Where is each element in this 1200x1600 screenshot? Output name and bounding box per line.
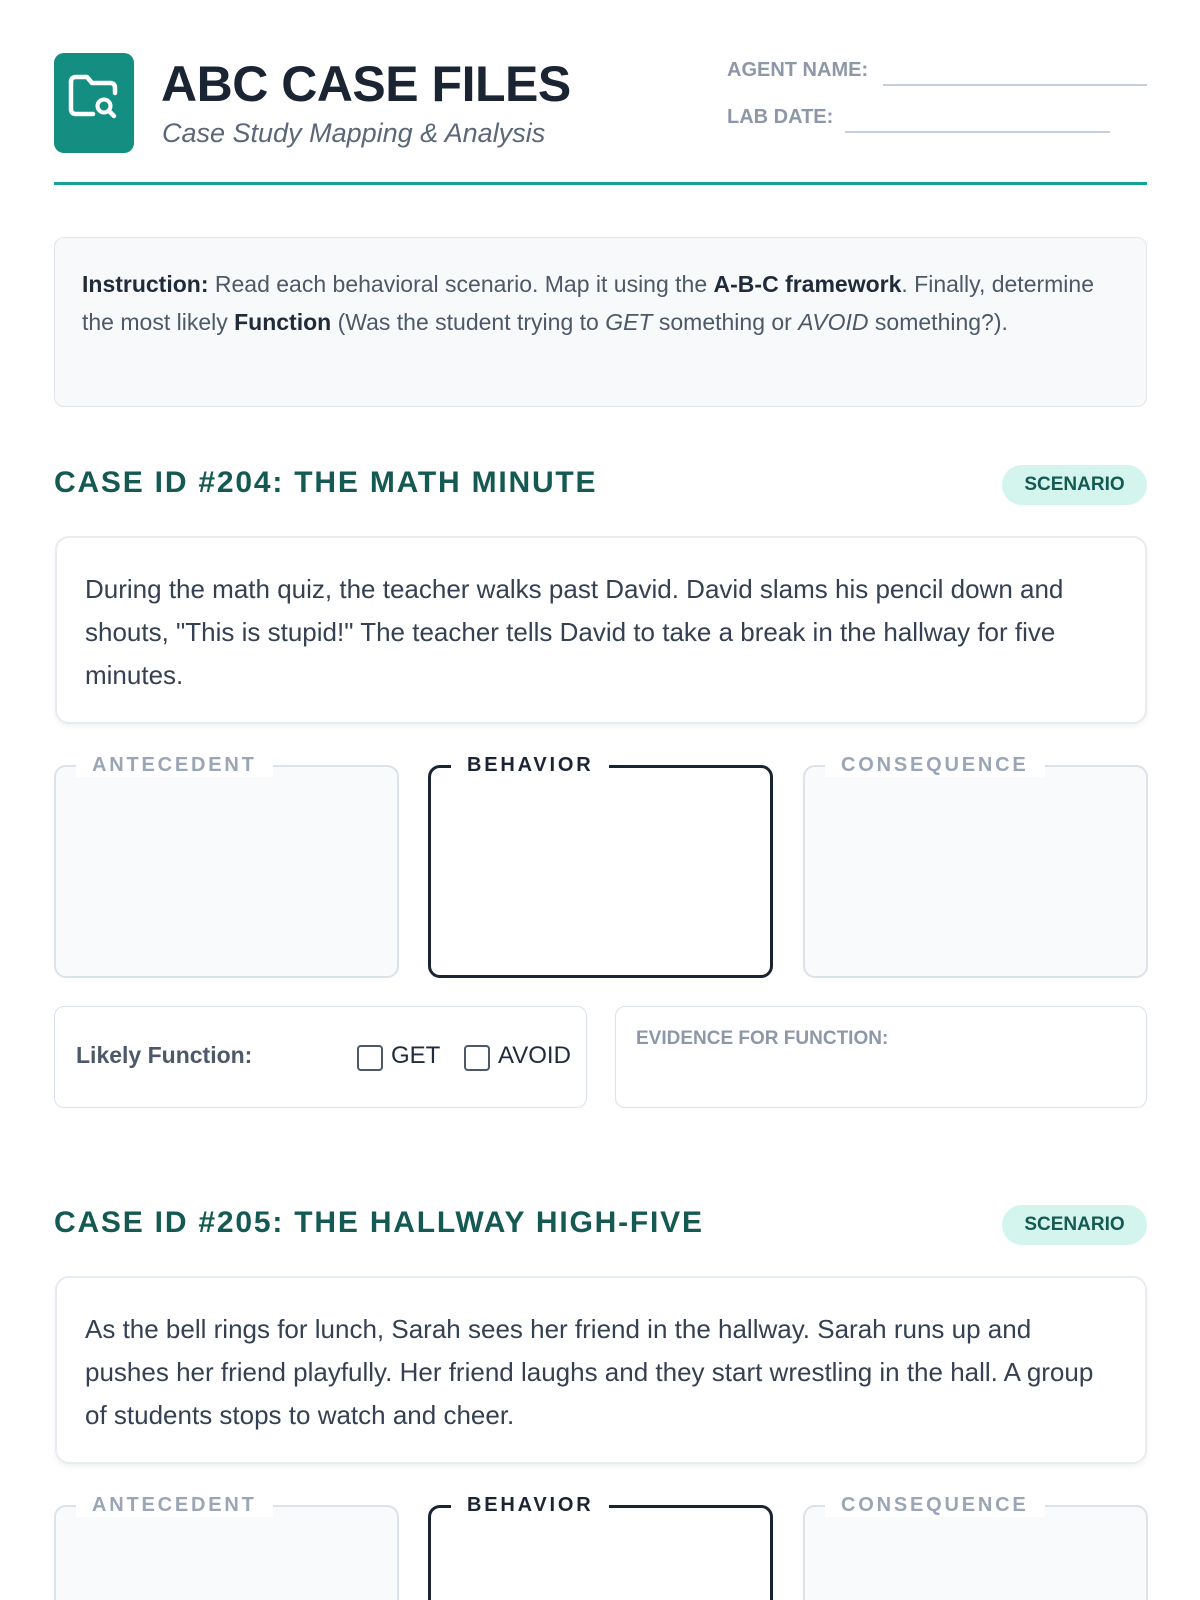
antecedent-label: ANTECEDENT [76,753,273,777]
page-header [54,53,1147,185]
evidence-label: EVIDENCE FOR FUNCTION: [636,1028,889,1049]
behavior-label: BEHAVIOR [451,753,609,777]
agent-name-field[interactable] [883,84,1147,86]
page-subtitle: Case Study Mapping & Analysis [162,118,546,148]
instruction-function: Function [234,309,332,335]
scenario-badge: SCENARIO [1002,1205,1147,1245]
consequence-box[interactable] [803,754,1148,978]
lab-date-field[interactable] [845,131,1110,133]
behavior-label: BEHAVIOR [451,1493,609,1517]
consequence-label: CONSEQUENCE [825,1493,1045,1517]
instruction-text: . Finally, determine the most likely [82,271,1094,335]
antecedent-box[interactable] [54,1494,399,1600]
folder-search-icon [66,69,122,125]
page-title: ABC CASE FILES [161,56,571,112]
consequence-label: CONSEQUENCE [825,753,1045,777]
scenario-text: During the math quiz, the teacher walks past David. David slams his pencil down and shouts, "This is stupid!" The teacher tells David to take a break in the hallway for five minutes. [55,536,1147,724]
likely-function-box [54,1006,587,1108]
case-title: CASE ID #204: THE MATH MINUTE [54,466,598,499]
instruction-box [54,237,1147,407]
evidence-box[interactable] [615,1006,1147,1108]
agent-name-label: AGENT NAME: [727,59,869,81]
antecedent-label: ANTECEDENT [76,1493,273,1517]
scenario-text: As the bell rings for lunch, Sarah sees her friend in the hallway. Sarah runs up and pushes her friend playfully. Her friend laughs and they start wrestling in the hall. A group of students stops to watch and cheer. [55,1276,1147,1464]
case-title: CASE ID #205: THE HALLWAY HIGH-FIVE [54,1206,704,1239]
logo [54,53,134,153]
get-checkbox-label: GET [391,1042,441,1069]
instruction-text: Read each behavioral scenario. Map it using the [208,271,714,297]
instruction-label: Instruction: [82,271,209,297]
instruction-text: something or [652,309,799,335]
instruction-get: GET [605,309,653,335]
instruction-abc-framework: A-B-C framework [713,271,902,297]
behavior-box[interactable] [428,754,773,978]
lab-date-label: LAB DATE: [727,106,834,128]
instruction-avoid: AVOID [798,309,869,335]
get-checkbox[interactable] [357,1045,383,1071]
instruction-text: something?). [868,309,1008,335]
instruction-text: (Was the student trying to [331,309,606,335]
avoid-checkbox-label: AVOID [498,1042,571,1069]
likely-function-label: Likely Function: [76,1042,253,1068]
consequence-box[interactable] [803,1494,1148,1600]
antecedent-box[interactable] [54,754,399,978]
behavior-box[interactable] [428,1494,773,1600]
avoid-checkbox[interactable] [464,1045,490,1071]
scenario-badge: SCENARIO [1002,465,1147,505]
